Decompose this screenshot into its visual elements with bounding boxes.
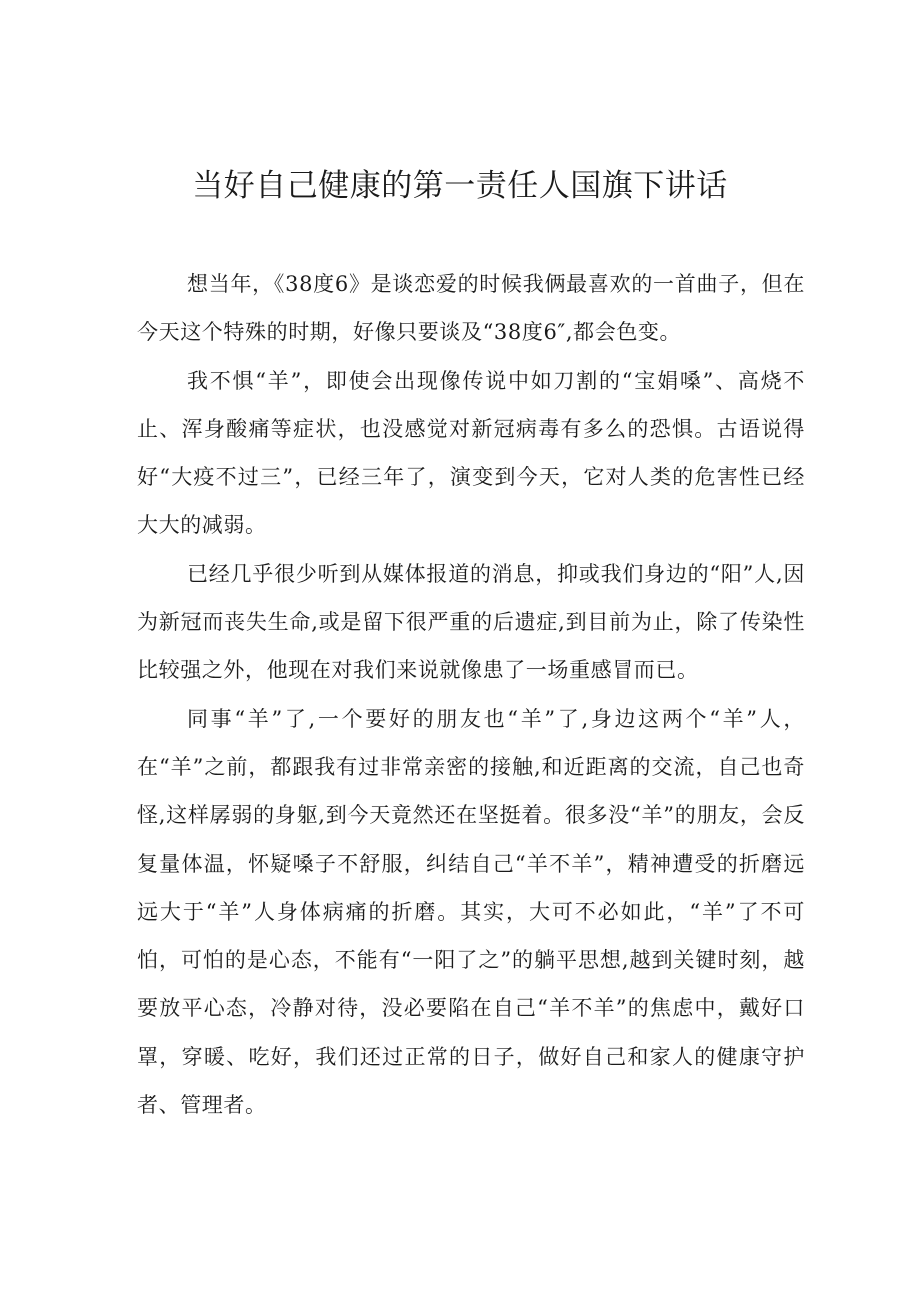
paragraph-1: 想当年，《38度6》是谈恋爱的时候我俩最喜欢的一首曲子，但在今天这个特殊的时期，好像只要谈及“38度6″,都会色变。 (137, 272, 805, 345)
paragraph-3: 已经几乎很少听到从媒体报道的消息，抑或我们身边的“阳”人,因为新冠而丧失生命,或是留下很严重的后遗症,到目前为止，除了传染性比较强之外，他现在对我们来说就像患了一场重感冒而已。 (137, 561, 805, 683)
paragraph-4: 同事“羊”了,一个要好的朋友也“羊”了,身边这两个“羊”人，在“羊”之前，都跟我有过非常亲密的接触,和近距离的交流，自己也奇怪,这样孱弱的身躯,到今天竟然还在坚挺着。很多没“羊”的朋友，会反复量体温，怀疑嗓子不舒服，纠结自己“羊不羊”，精神遭受的折磨远远大于“羊”人身体病痛的折磨。其实，大可不必如此，“羊”了不可怕，可怕的是心态，不能有“一阳了之”的躺平思想,越到关键时刻，越要放平心态，冷静对待，没必要陷在自己“羊不羊”的焦虑中，戴好口罩，穿暖、吃好，我们还过正常的日子，做好自己和家人的健康守护者、管理者。 (137, 706, 805, 1118)
document-body (137, 260, 805, 1129)
paragraph-2: 我不惧“羊”，即使会出现像传说中如刀割的“宝娟嗓”、高烧不止、浑身酸痛等症状，也没感觉对新冠病毒有多么的恐惧。古语说得好“大疫不过三”，已经三年了，演变到今天，它对人类的危害性已经大大的减弱。 (137, 368, 805, 538)
document-title: 当好自己健康的第一责任人国旗下讲话 (192, 168, 728, 204)
